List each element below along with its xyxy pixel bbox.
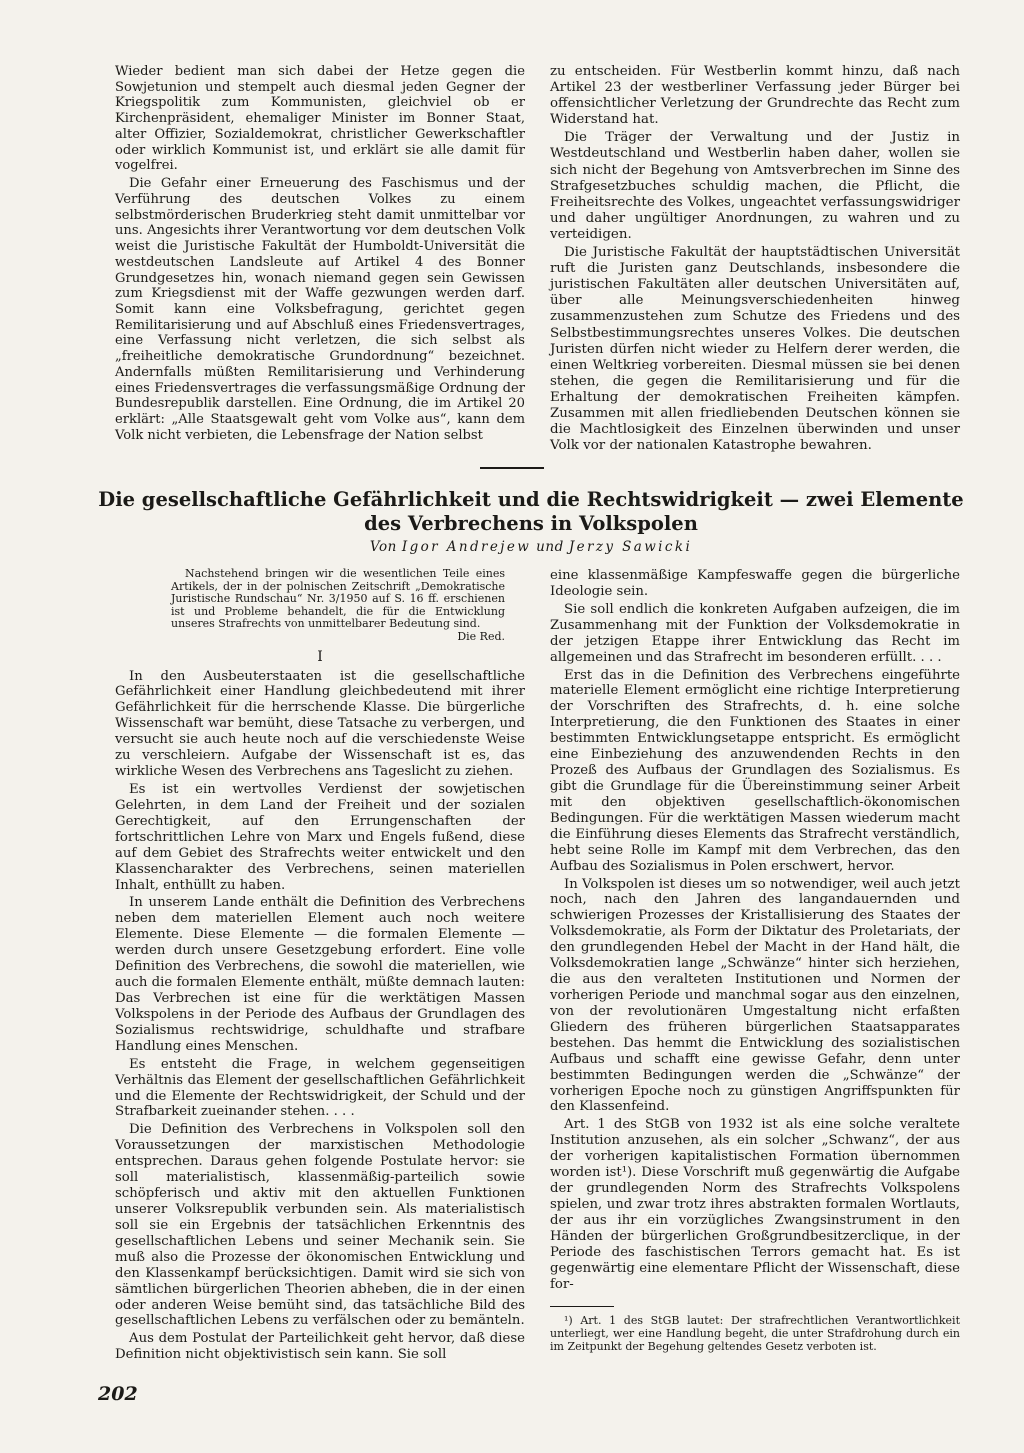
paragraph: Erst das in die Definition des Verbrechens eingeführte materielle Element ermöglicht eine richtige Interpretierung der Vorschriften des Strafrechts, d. h. eine solche Interpretierung, die den Funktionen des Staates in einer bestimmten Entwicklungsetappe entspricht. Es ermöglicht eine Einbeziehung des anzuwendenden Rechts in den Prozeß des Aufbaus der Grundlagen des Sozialismus. Es gibt die Grundlage für die Übereinstimmung seiner Arbeit mit den objektiven gesellschaftlich-ökonomischen Bedingungen. Für die werktätigen Massen wiederum macht die Einführung dieses Elements das Strafrecht verständlich, hebt seine Rolle im Kampf mit dem Verbrechen, das den Aufbau des Sozialismus in Polen erschwert, hervor. [550, 667, 960, 874]
paragraph: In Volkspolen ist dieses um so notwendiger, weil auch jetzt noch, nach den Jahren des langandauernden und schwierigen Prozesses der Kristallisierung des Staates der Volksdemokratie, als Form der Diktatur des Proletariats, der den grundlegenden Hebel der Macht in der Hand hält, die Volksdemokratien lange „Schwänze“ hinter sich herziehen, die aus den veralteten Institutionen und Normen der vorherigen Periode und manchmal sogar aus den einzelnen, von der revolutionären Umgestaltung nicht erfaßten Gliedern des früheren bürgerlichen Staatsapparates bestehen. Das hemmt die Entwicklung des sozialistischen Aufbaus und schafft eine gewisse Gefahr, denn unter bestimmten Bedingungen werden die „Schwänze“ der vorherigen Epoche noch zu günstigen Angriffspunkten für den Klassenfeind. [550, 876, 960, 1115]
byline-und: und [536, 539, 564, 555]
title-line: Die gesellschaftliche Gefährlichkeit und die Rechtswidrigkeit — zwei Elemente [98, 488, 964, 511]
paragraph: Es entsteht die Frage, in welchem gegenseitigen Verhältnis das Element der gesellschaftlichen Gefährlichkeit und die Elemente der Rechtswidrigkeit, der Schuld und der Strafbarkeit zueinander stehen. . . . [115, 1056, 525, 1120]
byline-von: Von [369, 539, 397, 555]
section-number: I [317, 648, 323, 665]
paragraph: Die Gefahr einer Erneuerung des Faschismus und der Verführung des deutschen Volkes zu einem selbstmörderischen Bruderkrieg steht damit unmittelbar vor uns. Angesichts ihrer Verantwortung vor dem deutschen Volk weist die Juristische Fakultät der Humboldt-Universität die westdeutschen Landsleute auf Artikel 4 des Bonner Grundgesetzes hin, wonach niemand gegen sein Gewissen zum Kriegsdienst mit der Waffe gezwungen werden darf. Somit kann eine Volksbefragung, gerichtet gegen Remilitarisierung und auf Abschluß eines Friedensvertrages, eine Verfassung nicht verletzen, die sich selbst als „freiheitliche demokratische Grundordnung“ bezeichnet. Andernfalls müßten Remilitarisierung und Verhinderung eines Friedensvertrages die verfassungsmäßige Ordnung der Bundesrepublik darstellen. Eine Ordnung, die im Artikel 20 erklärt: „Alle Staatsgewalt geht vom Volke aus“, kann dem Volk nicht verbieten, die Lebensfrage der Nation selbst [115, 176, 525, 443]
paragraph: In den Ausbeuterstaaten ist die gesellschaftliche Gefährlichkeit einer Handlung gleichbedeutend mit ihrer Gefährlichkeit für die herrschende Klasse. Die bürgerliche Wissenschaft war bemüht, diese Tatsache zu verbergen, und versucht sie auch heute noch auf die verschiedenste Weise zu verschleiern. Aufgabe der Wissenschaft ist es, das wirkliche Wesen des Verbrechens ans Tageslicht zu ziehen. [115, 668, 525, 780]
article-title [98, 488, 964, 536]
page-number: 202 [98, 1383, 138, 1405]
section-divider [480, 467, 544, 469]
editorial-signature: Die Red. [457, 629, 505, 643]
byline [98, 539, 964, 555]
author-name: Igor Andrejew [401, 539, 532, 555]
paragraph: Die Juristische Fakultät der hauptstädtischen Universität ruft die Juristen ganz Deutschlands, insbesondere die juristischen Fakultäten aller deutschen Universitäten auf, über alle Meinungsverschiedenheiten hinweg zusammenzustehen zum Schutze des Friedens und des Selbstbestimmungsrechtes unseres Volkes. Die deutschen Juristen dürfen nicht wieder zu Helfern derer werden, die einen Weltkrieg vorbereiten. Diesmal müssen sie bei denen stehen, die gegen die Remilitarisierung und für die Erhaltung der demokratischen Freiheiten kämpfen. Zusammen mit allen friedliebenden Deutschen können sie die Machtlosigkeit des Einzelnen überwinden und unser Volk vor der nationalen Katastrophe bewahren. [550, 245, 960, 454]
paragraph: Aus dem Postulat der Parteilichkeit geht hervor, daß diese Definition nicht objektivistisch sein kann. Sie soll [115, 1331, 525, 1363]
top-right-column [550, 64, 960, 454]
paragraph: Wieder bedient man sich dabei der Hetze gegen die Sowjetunion und stempelt auch diesmal jeden Gegner der Kriegspolitik zum Kommunisten, gleichviel ob er Kirchenpräsident, ehemaliger Minister im Bonner Staat, alter Offizier, Sozialdemokrat, christlicher Gewerkschaftler oder wirklich Kommunist ist, und erklärt sie alle damit für vogelfrei. [115, 64, 525, 174]
article-right-column [550, 568, 960, 1353]
paragraph: Die Definition des Verbrechens in Volkspolen soll den Voraussetzungen der marxistischen Methodologie entsprechen. Daraus gehen folgende Postulate hervor: sie soll materialistisch, klassenmäßig-parteilich sowie schöpferisch und aktiv mit den aktuellen Funktionen unserer Volksrepublik verbunden sein. Als materialistisch soll sie ein Ergebnis der tatsächlichen Erkenntnis des gesellschaftlichen Lebens und seiner Mechanik sein. Sie muß also die Prozesse der ökonomischen Entwicklung und den Klassenkampf berücksichtigen. Damit wird sie sich von sämtlichen bürgerlichen Theorien abheben, die in der einen oder anderen Weise bemüht sind, das tatsächliche Bild des gesellschaftlichen Lebens zu verfälschen oder zu bemänteln. [115, 1122, 525, 1329]
paragraph: zu entscheiden. Für Westberlin kommt hinzu, daß nach Artikel 23 der westberliner Verfassung jeder Bürger bei offensichtlicher Verletzung der Grundrechte das Recht zum Widerstand hat. [550, 64, 960, 128]
author-name: Jerzy Sawicki [568, 539, 693, 555]
footnote: ¹) Art. 1 des StGB lautet: Der strafrechtlichen Verantwortlichkeit unterliegt, wer eine Handlung begeht, die unter Strafdrohung durch ein im Zeitpunkt der Begehung geltendes Gesetz verboten ist. [550, 1314, 960, 1353]
article-left-column [115, 568, 525, 1363]
footnote-divider [550, 1306, 614, 1307]
paragraph: In unserem Lande enthält die Definition des Verbrechens neben dem materiellen Element auch noch weitere Elemente. Diese Elemente — die formalen Elemente — werden durch unsere Gesetzgebung erfordert. Eine volle Definition des Verbrechens, die sowohl die materiellen, wie auch die formalen Elemente enthält, müßte demnach lauten: Das Verbrechen ist eine für die werktätigen Massen Volkspolens in der Periode des Aufbaus der Grundlagen des Sozialismus rechtswidrige, schuldhafte und strafbare Handlung eines Menschen. [115, 895, 525, 1054]
paragraph: Die Träger der Verwaltung und der Justiz in Westdeutschland und Westberlin haben daher, wollen sie sich nicht der Begehung von Amtsverbrechen im Sinne des Strafgesetzbuches schuldig machen, die Pflicht, die Freiheitsrechte des Volkes, ungeachtet verfassungswidriger und daher ungültiger Anordnungen, zu wahren und zu verteidigen. [550, 130, 960, 242]
paragraph: Sie soll endlich die konkreten Aufgaben aufzeigen, die im Zusammenhang mit der Funktion der Volksdemokratie in der jetzigen Etappe ihrer Entwicklung das Recht im allgemeinen und das Strafrecht im besonderen erfüllt. . . . [550, 601, 960, 665]
editorial-note [115, 568, 525, 644]
top-left-column [115, 64, 525, 444]
title-line: des Verbrechens in Volkspolen [364, 512, 698, 535]
paragraph: eine klassenmäßige Kampfeswaffe gegen die bürgerliche Ideologie sein. [550, 568, 960, 599]
paragraph: Es ist ein wertvolles Verdienst der sowjetischen Gelehrten, in dem Land der Freiheit und der sozialen Gerechtigkeit, auf den Errungenschaften der fortschrittlichen Lehre von Marx und Engels fußend, diese auf dem Gebiet des Strafrechts weiter entwickelt und den Klassencharakter des Verbrechens, seinen materiellen Inhalt, enthüllt zu haben. [115, 782, 525, 893]
paragraph: Art. 1 des StGB von 1932 ist als eine solche veraltete Institution anzusehen, als ein solcher „Schwanz“, der aus der vorherigen kapitalistischen Formation übernommen worden ist¹). Diese Vorschrift muß gegenwärtig die Aufgabe der grundlegenden Norm des Strafrechts Volkspolens spielen, und zwar trotz ihres abstrakten formalen Wortlauts, der aus ihr ein vorzügliches Zwangsinstrument in den Händen der bürgerlichen Großgrundbesitzerclique, in der Periode des faschistischen Terrors gemacht hat. Es ist gegenwärtig eine elementare Pflicht der Wissenschaft, diese for- [550, 1117, 960, 1292]
editorial-intro: Nachstehend bringen wir die wesentlichen Teile eines Artikels, der in der polnischen Zeitschrift „Demokratische Juristische Rundschau“ Nr. 3/1950 auf S. 16 ff. erschienen ist und Probleme behandelt, die für die Entwicklung unseres Strafrechts von unmittelbarer Bedeutung sind. [171, 567, 505, 631]
